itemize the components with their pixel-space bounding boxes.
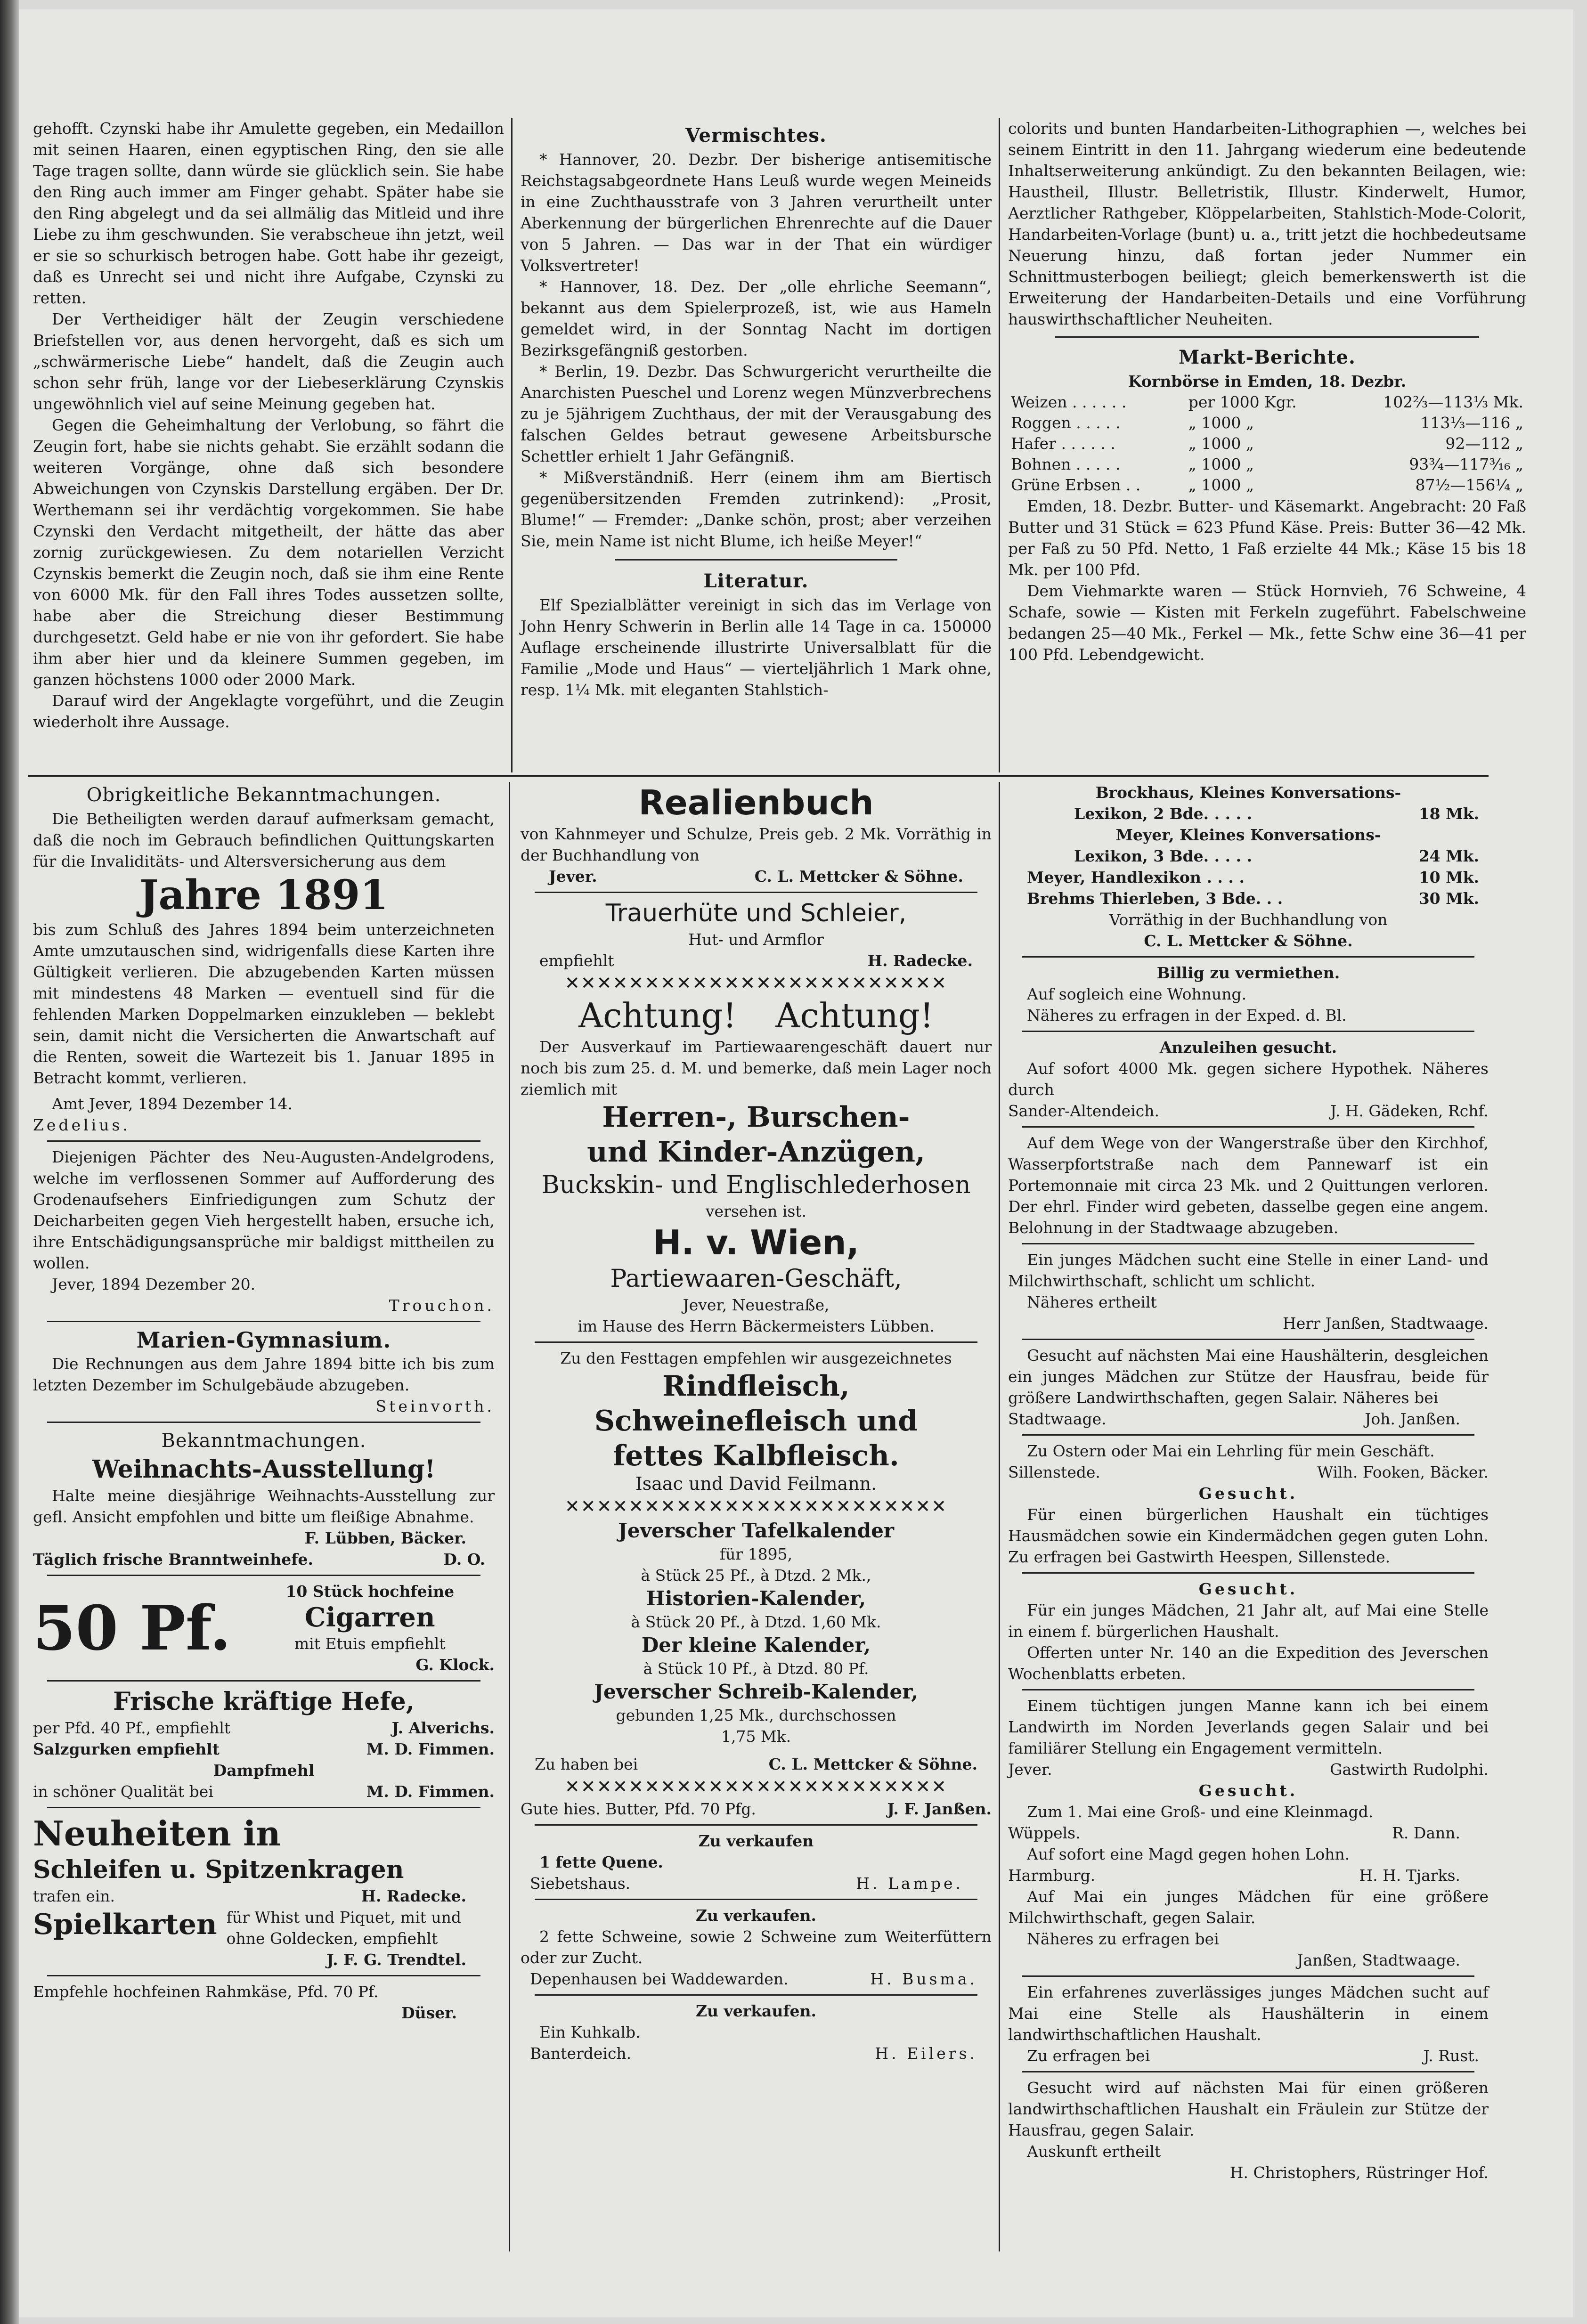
news-item: * Berlin, 19. Dezbr. Das Schwurgericht verurtheilte die Anarchisten Pueschel und Lorenz wegen Münzverbrechens zu je 5jährigem Zuchthaus, der mit der Verausgabung des falschen Geldes betraut gewesene Arbeitsbursche Schettler erhielt 1 Jahr Gefängniß.: [521, 362, 992, 465]
ad-signature: J. F. G. Trendtel.: [326, 1950, 466, 1969]
butter-market-report: Emden, 18. Dezbr. Butter- und Käsemarkt. Angebracht: 20 Faß Butter und 31 Stück = 623 Pfund Käse. Preis: Butter 36—42 Mk. per Faß zu 50 Pfd. Netto, 1 Faß erzielte 44 Mk.; Käse 15 bis 18 Mk. per 100 Pfd.: [1008, 497, 1526, 579]
ad-line: Jever. Gastwirth Rudolphi.: [1008, 1760, 1489, 1779]
divider: [1022, 1975, 1474, 1977]
divider: [1022, 1689, 1474, 1690]
divider: [1022, 1126, 1474, 1128]
ad-line: Siebetshaus. H. Lampe.: [530, 1874, 963, 1893]
section-title: Bekanntmachungen.: [161, 1430, 366, 1452]
shop-address: im Hause des Herrn Bäckermeisters Lübben.: [578, 1317, 935, 1335]
divider: [535, 1994, 977, 1996]
ad-text: Hut- und Armflor: [688, 930, 824, 949]
ad-line: Jever. C. L. Mettcker & Söhne.: [549, 867, 963, 886]
divider: [47, 1807, 480, 1808]
ad-line: Sander-Altendeich. J. H. Gädeken, Rchf.: [1008, 1102, 1489, 1120]
ad-headline: Zu verkaufen.: [695, 1906, 817, 1925]
ad-text: Der Ausverkauf im Partiewaarengeschäft dauert nur noch bis zum 25. d. M. und bemerke, daß mein Lager noch ziemlich mit: [521, 1038, 992, 1098]
ad-text: versehen ist.: [705, 1202, 807, 1220]
ornament-border: ✕✕✕✕✕✕✕✕✕✕✕✕✕✕✕✕✕✕✕✕✕✕✕✕: [564, 1776, 948, 1797]
table-row: Grüne Erbsen . . „ 1000 „ 87½—156¼ „: [1011, 476, 1523, 494]
rahmkaese-ad: Empfehle hochfeinen Rahmkäse, Pfd. 70 Pf.: [33, 1983, 379, 2001]
ad-headline: Rindfleisch,: [662, 1370, 850, 1403]
ornament-border: ✕✕✕✕✕✕✕✕✕✕✕✕✕✕✕✕✕✕✕✕✕✕✕✕: [564, 1496, 948, 1517]
ad-column-left: [33, 782, 495, 2023]
spielkarten-ad: Spielkarten für Whist und Piquet, mit und ohne Goldecken, empfiehlt: [33, 1908, 462, 1948]
book-line: Lexikon, 3 Bde. . . . . 24 Mk.: [1074, 847, 1479, 865]
kornboerse-heading: Kornbörse in Emden, 18. Dezbr.: [1128, 372, 1407, 390]
ad-headline: fettes Kalbfleisch.: [613, 1439, 899, 1472]
divider: [1022, 2071, 1474, 2072]
table-row: Roggen . . . . . „ 1000 „ 113⅓—116 „: [1011, 414, 1523, 432]
ad-line: per Pfd. 40 Pf., empfiehlt J. Alverichs.: [33, 1719, 495, 1737]
notice-date: Amt Jever, 1894 Dezember 14.: [52, 1095, 293, 1113]
ad-headline: Billig zu vermiethen.: [1156, 964, 1340, 982]
notice-text: Diejenigen Pächter des Neu-Augusten-Andelgrodens, welche im verflossenen Sommer auf Aufforderung des Grodenaufsehers Einfriedigungen zum Schutz der Deicharbeiten gegen Vieh hergestellt haben, ersuche ich, ihre Entschädigungsansprüche mir baldigst mittheilen zu wollen.: [33, 1148, 495, 1272]
merchant-name: H. v. Wien,: [653, 1223, 859, 1262]
ad-text: Halte meine diesjährige Weihnachts-Ausstellung zur gefl. Ansicht empfohlen und bitte um fleißige Abnahme.: [33, 1487, 495, 1526]
ad-line: Zu erfragen bei J. Rust.: [1027, 2047, 1479, 2065]
ad-line: trafen ein. H. Radecke.: [33, 1887, 466, 1905]
divider: [1055, 336, 1479, 338]
trauer-title: Trauerhüte und Schleier,: [605, 899, 907, 927]
ad-line: Täglich frische Branntweinhefe. D. O.: [33, 1550, 485, 1568]
notice-date: Jever, 1894 Dezember 20.: [52, 1275, 256, 1293]
realienbuch-title: Realienbuch: [638, 783, 874, 822]
ad-headline: Gesucht.: [1198, 1580, 1298, 1598]
divider: [1022, 1243, 1474, 1244]
divider: [1022, 956, 1474, 958]
year-heading: Jahre 1891: [139, 871, 389, 919]
grain-price-table: [1008, 392, 1526, 496]
ad-headline: Schweinefleisch und: [594, 1405, 918, 1438]
notice-signature: Trouchon.: [389, 1296, 495, 1315]
page-edge: [0, 0, 19, 2324]
article-paragraph: Gegen die Geheimhaltung der Verlobung, so fährt die Zeugin fort, habe sie nichts gehabt. Sie erzählt sodann die weiteren Vorgänge, ohne daß sich besondere Abweichungen von Czynskis Darstellung ergäben. Der Dr. Werthemann sei ihr verdächtig vorgekommen. Sie habe Czynski den Verdacht mitgetheilt, der hätte das aber zornig zurückgewiesen. Zu dem notariellen Verzicht Czynskis bemerkt die Zeugin noch, daß sie ihm eine Rente von 6000 Mk. für den Fall ihres Todes aussetzen sollte, habe aber die Streichung dieser Bestimmung durchgesetzt. Geld habe er nie von ihr gefordert. Sie habe ihm aber hier und da kleinere Summen gegeben, im ganzen höchstens 1000 oder 2000 Mark.: [33, 416, 504, 689]
table-row: Hafer . . . . . . „ 1000 „ 92—112 „: [1011, 434, 1523, 453]
article-paragraph: Darauf wird der Angeklagte vorgeführt, und die Zeugin wiederholt ihre Aussage.: [33, 691, 504, 731]
literatur-text: Elf Spezialblätter vereinigt in sich das im Verlage von John Henry Schwerin in Berlin alle 14 Tage in ca. 150000 Auflage erscheinende illustrirte Universalblatt für die Familie „Mode und Haus“ — vierteljährlich 1 Mark ohne, resp. 1¼ Mk. mit eleganten Stahlstich-: [521, 596, 992, 699]
divider: [1022, 1031, 1474, 1032]
ad-headline: Neuheiten in: [33, 1813, 281, 1853]
news-item: * Mißverständniß. Herr (einem ihm am Biertisch gegenübersitzenden Fremden zutrinkend): „Prosit, Blume!“ — Fremder: „Danke schön, prost; aber verzeihen Sie, mein Name ist nicht Blume, ich heiße Meyer!“: [521, 468, 992, 550]
notice-signature: Zedelius.: [33, 1116, 130, 1134]
ad-line: Zu haben bei C. L. Mettcker & Söhne.: [535, 1755, 977, 1773]
divider: [1022, 1434, 1474, 1436]
column-divider: [509, 782, 510, 2251]
ad-subheadline: Schleifen u. Spitzenkragen: [33, 1855, 404, 1884]
ad-line: in schöner Qualität bei M. D. Fimmen.: [33, 1782, 495, 1801]
column-divider: [999, 118, 1000, 772]
shop-address: Jever, Neuestraße,: [683, 1296, 830, 1314]
notice-text: bis zum Schluß des Jahres 1894 beim unterzeichneten Amte umzutauschen sind, widrigenfalls diese Karten ihre Gültigkeit verlieren. Die abzugebenden Karten müssen mit mindestens 48 Marken — eventuell sind für die fehlenden Marken Doppelmarken einzukleben — beklebt sein, damit nicht die Versicherten die Anwartschaft auf die Renten, soweit die Wartezeit bis 1. Januar 1895 in Betracht kommt, verlieren.: [33, 920, 495, 1087]
table-row: Weizen . . . . . . per 1000 Kgr. 102⅔—113⅓ Mk.: [1011, 393, 1523, 411]
vermischtes-section: [521, 122, 992, 700]
notice-text: Die Rechnungen aus dem Jahre 1894 bitte ich bis zum letzten Dezember im Schulgebäude abzugeben.: [33, 1355, 495, 1394]
literatur-continuation: colorits und bunten Handarbeiten-Lithographien —, welches bei seinem Eintritt in den 11. Jahrgang wiederum eine bedeutende Inhaltserweiterung ankündigt. Zu den bekannten Beilagen, wie: Haustheil, Illustr. Belletristik, Illustr. Kinderwelt, Humor, Aerztlicher Rathgeber, Klöppelarbeiten, Stahlstich-Mode-Colorit, Handarbeiten-Vorlage (bunt) u. a., tritt jetzt die hochbedeutsame Neuerung hinzu, daß fortan jeder Nummer ein Schnittmusterbogen beiliegt; gleich bemerkenswerth ist die Erweiterung der Handarbeiten-Details und eine Vorführung hauswirthschaftlicher Neuheiten.: [1008, 119, 1526, 328]
ad-line: Salzgurken empfiehlt M. D. Fimmen.: [33, 1740, 495, 1758]
lost-notice: Auf dem Wege von der Wangerstraße über den Kirchhof, Wasserpfortstraße nach dem Pannewarf ist ein Portemonnaie mit circa 23 Mk. und 2 Quittungen verloren. Der ehrl. Finder wird gebeten, dasselbe gegen eine angem. Belohnung in der Stadtwaage abzugeben.: [1008, 1134, 1489, 1237]
book-line: Brehms Thierleben, 3 Bde. . . 30 Mk.: [1027, 889, 1479, 908]
divider: [47, 1975, 480, 1976]
notice-text: Die Betheiligten werden darauf aufmerksam gemacht, daß die noch im Gebrauch befindlichen Quittungskarten für die Invaliditäts- und Altersversicherung aus dem: [33, 810, 495, 870]
section-title: Vermischtes.: [685, 124, 827, 146]
achtung-headline: Achtung! Achtung!: [578, 996, 934, 1035]
divider: [47, 1321, 480, 1322]
calendar-title: Jeverscher Schreib-Kalender,: [594, 1680, 918, 1703]
shop-title: Partiewaaren-Geschäft,: [610, 1265, 902, 1293]
ad-headline: Anzuleihen gesucht.: [1159, 1038, 1337, 1056]
book-line: Lexikon, 2 Bde. . . . . 18 Mk.: [1074, 804, 1479, 823]
top-right-column: [1008, 118, 1526, 665]
ad-headline: Dampfmehl: [213, 1761, 315, 1780]
newspaper-page: [19, 9, 1573, 2317]
ad-text: Zu den Festtagen empfehlen wir ausgezeichnetes: [560, 1349, 952, 1367]
divider: [47, 1140, 480, 1142]
ad-signature: Düser.: [401, 2004, 457, 2022]
ad-line: Sillenstede. Wilh. Fooken, Bäcker.: [1008, 1463, 1489, 1481]
ad-headline: Zu verkaufen.: [695, 2002, 817, 2020]
divider: [47, 1680, 480, 1682]
ad-line: empfiehlt H. Radecke.: [539, 951, 973, 970]
ad-text: 1 fette Quene.: [539, 1853, 663, 1871]
divider: [535, 1824, 977, 1826]
divider: [535, 1341, 977, 1343]
ad-signature: F. Lübben, Bäcker.: [304, 1529, 466, 1547]
divider: [615, 559, 897, 561]
article-paragraph: gehofft. Czynski habe ihr Amulette gegeben, ein Medaillon mit seinen Haaren, einen egyptischen Ring, den sie alle Tage tragen sollte, dann würde sie glücklich sein. Sie habe den Ring auch immer am Finger gehabt. Später habe sie den Ring abgelegt und da sei allmälig das Mitleid und ihre Liebe zu ihm geschwunden. Sie verabscheue ihn jetzt, weil er sie so schurkisch betrogen habe. Gott habe ihr gezeigt, daß es Unrecht sei und nicht ihre Aufgabe, Czynski zu retten.: [33, 119, 504, 307]
gymnasium-title: Marien-Gymnasium.: [136, 1327, 391, 1353]
ad-column-right: Brockhaus, Kleines Konversations- Lexikon, 2 Bde. . . . . 18 Mk. Meyer, Kleines Konversations- Lexikon, 3 Bde. . . . . 24 Mk. Meyer, Handlexikon . . . . 10 Mk. Brehms Thierleben, 3 Bde. . . 30 Mk. Vorräthig in der Buchhandlung von C. L. Mettcker & Söhne. Billig zu vermiethen. Auf sogleich eine Wohnung. Näheres zu erfragen in der Exped. d. Bl. Anzuleihen gesucht. Auf sofort 4000 Mk. gegen sichere Hypothek. Näheres durch Sander-Altendeich. J. H. Gädeken, Rchf. Auf dem Wege von der Wangerstraße über den Kirchhof, Wasserpfortstraße nach dem Pannewarf ist ein Portemonnaie mit circa 23 Mk. und 2 Quittungen verloren. Der ehrl. Finder wird gebeten, dasselbe gegen eine angem. Belohnung in der Stadtwaage abzugeben. Ein junges Mädchen sucht eine Stelle in einer Land- und Milchwirthschaft, schlicht um schlicht. Näheres ertheilt Herr Janßen, Stadtwaage. Gesucht auf nächsten Mai eine Haushälterin, desgleichen ein junges Mädchen zur Stütze der Hausfrau, beide für größere Landwirthschaften, gegen Salair. Näheres bei Stadtwaage. Joh. Janßen. Zu Ostern oder Mai ein Lehrling für mein Geschäft. Sillenstede. Wilh. Fooken, Bäcker. Gesucht. Für einen bürgerlichen Haushalt ein tüchtiges Hausmädchen sowie ein Kindermädchen gegen guten Lohn. Zu erfragen bei Gastwirth Heespen, Sillenstede. Gesucht. Für ein junges Mädchen, 21 Jahr alt, auf Mai eine Stelle in einem f. bürgerlichen Haushalt. Offerten unter Nr. 140 an die Expedition des Jeverschen Wochenblatts erbeten. Einem tüchtigen jungen Manne kann ich bei einem Landwirth im Norden Jeverlands gegen Salair und bei familiärer Stellung ein Engagement vermitteln. Jever. Gastwirth Rudolphi. Gesucht. Zum 1. Mai eine Groß- und eine Kleinmagd. Wüppels. R. Dann. Auf sofort eine Magd gegen hohen Lohn. Harmburg. H. H. Tjarks. Auf Mai ein junges Mädchen für eine größere Milchwirthschaft, gegen Salair. Näheres zu erfragen bei Janßen, Stadtwaage. Ein erfahrenes zuverlässiges junges Mädchen sucht auf Mai eine Stelle als Haushälterin in einem landwirthschaftlichen Haushalt. Zu erfragen bei J. Rust. Gesucht wird auf nächsten Mai für einen größeren landwirthschaftlichen Haushalt ein Fräulein zur Stütze der Hausfrau, gegen Salair. Auskunft ertheilt H. Christophers, Rüstringer Hof.: [1008, 783, 1489, 2182]
ad-text: 2 fette Schweine, sowie 2 Schweine zum Weiterfüttern oder zur Zucht.: [521, 1927, 992, 1967]
ad-headline: Gesucht.: [1198, 1781, 1298, 1800]
notice-signature: Steinvorth.: [375, 1397, 495, 1415]
section-title: Obrigkeitliche Bekanntmachungen.: [86, 784, 441, 806]
ad-text: Ein Kuhkalb.: [539, 2023, 641, 2041]
cattle-market-report: Dem Viehmarkte waren — Stück Hornvieh, 76 Schweine, 4 Schafe, sowie — Kisten mit Ferkeln zugeführt. Fabelschweine bedangen 25—40 Mk., Ferkel — Mk., fette Schw eine 36—41 per 100 Pfd. Lebendgewicht.: [1008, 582, 1526, 664]
divider: [535, 892, 977, 893]
calendar-title: Historien-Kalender,: [646, 1587, 866, 1610]
cigar-ad: 50 Pf. 10 Stück hochfeine Cigarren mit Etuis empfiehlt G. Klock.: [33, 1582, 495, 1674]
ad-line: Banterdeich. H. Eilers.: [530, 2044, 977, 2063]
section-divider: [28, 775, 1489, 777]
article-paragraph: Der Vertheidiger hält der Zeugin verschiedene Briefstellen vor, aus denen hervorgeht, daß es sich um „schwärmerische Liebe“ handelt, daß die Zeugin auch schon sehr früh, lange vor der Liebeserklärung Czynskis ungewöhnlich viel auf seine Meinung gegeben hat.: [33, 310, 504, 413]
news-item: * Hannover, 20. Dezbr. Der bisherige antisemitische Reichstagsabgeordnete Hans Leuß wurde wegen Meineids in eine Zuchthausstrafe von 3 Jahren verurtheilt unter Aberkennung der bürgerlichen Ehrenrechte auf die Dauer von 5 Jahren. — Das war in der That ein würdiger Volksvertreter!: [521, 150, 992, 275]
ad-line: Stadtwaage. Joh. Janßen.: [1008, 1410, 1460, 1428]
price-label: 50 Pf.: [33, 1592, 231, 1664]
article-continuation: [33, 118, 504, 732]
ad-text: von Kahnmeyer und Schulze, Preis geb. 2 Mk. Vorräthig in der Buchhandlung von: [521, 825, 992, 864]
calendar-title: Jeverscher Tafelkalender: [618, 1519, 894, 1542]
column-divider: [999, 782, 1000, 2251]
divider: [47, 1422, 480, 1423]
ad-headline: Gesucht.: [1198, 1484, 1298, 1503]
ad-headline: Zu verkaufen: [698, 1832, 814, 1850]
ad-column-middle: Realienbuch von Kahnmeyer und Schulze, Preis geb. 2 Mk. Vorräthig in der Buchhandlung von Jever. C. L. Mettcker & Söhne. Trauerhüte und Schleier, Hut- und Armflor empfiehlt H. Radecke. ✕✕✕✕✕✕✕✕✕✕✕✕✕✕✕✕✕✕✕✕✕✕✕✕ Achtung! Achtung! Der Ausverkauf im Partiewaarengeschäft dauert nur noch bis zum 25. d. M. und bemerke, daß mein Lager noch ziemlich mit Herren-, Burschen- und Kinder-Anzügen, Buckskin- und Englischlederhosen versehen ist. H. v. Wien, Partiewaaren-Geschäft, Jever, Neuestraße, im Hause des Herrn Bäckermeisters Lübben. Zu den Festtagen empfehlen wir ausgezeichnetes Rindfleisch, Schweinefleisch und fettes Kalbfleisch. Isaac und David Feilmann. ✕✕✕✕✕✕✕✕✕✕✕✕✕✕✕✕✕✕✕✕✕✕✕✕ Jeverscher Tafelkalender für 1895, à Stück 25 Pf., à Dtzd. 2 Mk., Historien-Kalender, à Stück 20 Pf., à Dtzd. 1,60 Mk. Der kleine Kalender, à Stück 10 Pf., à Dtzd. 80 Pf. Jeverscher Schreib-Kalender, gebunden 1,25 Mk., durchschossen 1,75 Mk. Zu haben bei C. L. Mettcker & Söhne. ✕✕✕✕✕✕✕✕✕✕✕✕✕✕✕✕✕✕✕✕✕✕✕✕ Gute hies. Butter, Pfd. 70 Pfg. J. F. Janßen. Zu verkaufen 1 fette Quene. Siebetshaus. H. Lampe. Zu verkaufen. 2 fette Schweine, sowie 2 Schweine zum Weiterfüttern oder zur Zucht. Depenhausen bei Waddewarden. H. Busma. Zu verkaufen. Ein Kuhkalb. Banterdeich. H. Eilers.: [521, 782, 992, 2064]
ad-headline: Weihnachts-Ausstellung!: [92, 1455, 436, 1484]
column-divider: [511, 118, 513, 772]
ad-headline: und Kinder-Anzügen,: [587, 1136, 925, 1169]
news-item: * Hannover, 18. Dez. Der „olle ehrliche Seemann“, bekannt aus dem Spielerprozeß, ist, wie aus Hameln gemeldet wird, in der Sonntag Nacht im dortigen Bezirksgefängniß gestorben.: [521, 277, 992, 359]
ornament-border: ✕✕✕✕✕✕✕✕✕✕✕✕✕✕✕✕✕✕✕✕✕✕✕✕: [564, 973, 948, 993]
divider: [535, 1899, 977, 1900]
ad-headline: Herren-, Burschen-: [602, 1101, 910, 1134]
ad-line: Harmburg. H. H. Tjarks.: [1008, 1866, 1460, 1885]
divider: [1022, 1572, 1474, 1574]
table-row: Bohnen . . . . . „ 1000 „ 93¾—117³⁄₁₆ „: [1011, 455, 1523, 473]
ad-line: Gute hies. Butter, Pfd. 70 Pfg. J. F. Janßen.: [521, 1800, 992, 1818]
ad-headline: Frische kräftige Hefe,: [113, 1687, 415, 1716]
section-title: Markt-Berichte.: [1179, 346, 1356, 368]
ad-line: Depenhausen bei Waddewarden. H. Busma.: [530, 1970, 977, 1988]
ad-signature: Isaac und David Feilmann.: [635, 1473, 877, 1494]
section-title: Literatur.: [703, 570, 809, 592]
divider: [1022, 1339, 1474, 1340]
calendar-title: Der kleine Kalender,: [641, 1633, 871, 1657]
divider: [47, 1575, 480, 1576]
ad-headline: Buckskin- und Englischlederhosen: [541, 1171, 971, 1199]
book-line: Meyer, Handlexikon . . . . 10 Mk.: [1027, 868, 1479, 886]
ad-line: Wüppels. R. Dann.: [1008, 1824, 1460, 1842]
